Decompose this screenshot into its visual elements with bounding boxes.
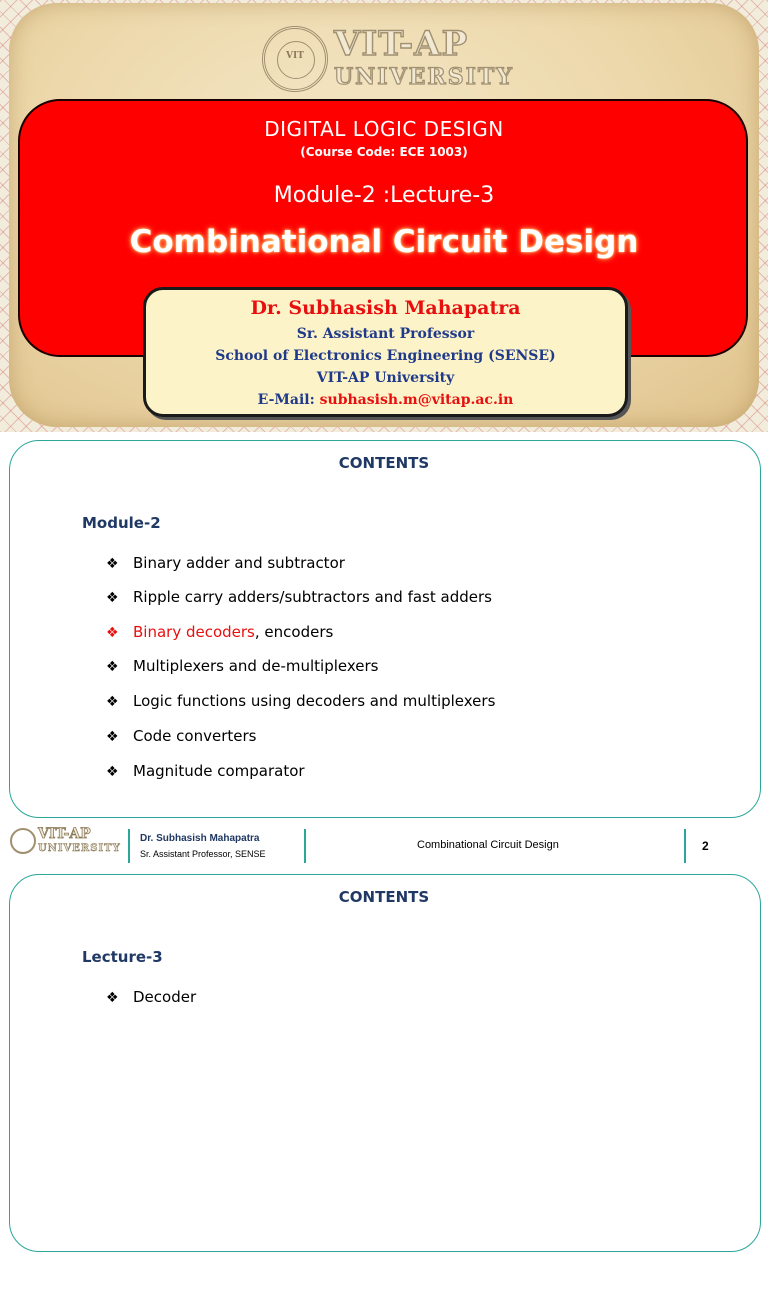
email-label: E-Mail: bbox=[257, 392, 315, 408]
email-address[interactable]: subhasish.m@vitap.ac.in bbox=[319, 392, 514, 408]
bullet-icon: ❖ bbox=[106, 764, 119, 780]
seal-icon: VIT bbox=[262, 26, 328, 92]
lecture-label: Lecture-3 bbox=[82, 948, 163, 966]
author-role: Sr. Assistant Professor bbox=[296, 326, 475, 342]
footer-course-title: Combinational Circuit Design bbox=[417, 839, 559, 851]
university-logo bbox=[262, 24, 514, 94]
title-slide bbox=[0, 0, 768, 432]
list-item-current: ❖ Binary decoders, encoders bbox=[106, 623, 334, 641]
content-frame bbox=[9, 874, 761, 1252]
bullet-icon: ❖ bbox=[106, 729, 119, 745]
module-lecture: Module-2 :Lecture-3 bbox=[273, 183, 495, 208]
contents-title: CONTENTS bbox=[338, 888, 430, 906]
bullet-icon: ❖ bbox=[106, 625, 119, 641]
list-item: ❖ Ripple carry adders/subtractors and fast adders bbox=[106, 588, 492, 606]
module-label: Module-2 bbox=[82, 514, 161, 532]
author-email-line bbox=[146, 392, 625, 408]
author-university: VIT-AP University bbox=[316, 370, 455, 386]
author-name: Dr. Subhasish Mahapatra bbox=[250, 297, 521, 319]
logo-text-line1: VIT-AP bbox=[334, 24, 469, 64]
contents-slide-2 bbox=[0, 870, 768, 1302]
list-item: ❖ Multiplexers and de-multiplexers bbox=[106, 657, 379, 675]
list-item: ❖ Code converters bbox=[106, 727, 257, 745]
contents-slide bbox=[0, 436, 768, 868]
lecture-title: Combinational Circuit Design bbox=[129, 224, 639, 260]
page-number: 2 bbox=[702, 839, 709, 853]
logo-text-line2: UNIVERSITY bbox=[334, 64, 514, 90]
list-item: ❖ Decoder bbox=[106, 988, 197, 1006]
bullet-icon: ❖ bbox=[106, 990, 119, 1006]
course-code: (Course Code: ECE 1003) bbox=[300, 145, 468, 159]
slide-footer bbox=[0, 824, 768, 864]
bullet-icon: ❖ bbox=[106, 694, 119, 710]
author-card bbox=[143, 287, 628, 417]
list-item: ❖ Magnitude comparator bbox=[106, 762, 305, 780]
footer-logo: VIT-AP UNIVERSITY bbox=[10, 826, 118, 858]
footer-divider bbox=[304, 829, 306, 863]
footer-author-role: Sr. Assistant Professor, SENSE bbox=[140, 849, 266, 859]
footer-author-name: Dr. Subhasish Mahapatra bbox=[140, 833, 260, 844]
bullet-icon: ❖ bbox=[106, 659, 119, 675]
list-item: ❖ Binary adder and subtractor bbox=[106, 554, 345, 572]
list-item: ❖ Logic functions using decoders and multiplexers bbox=[106, 692, 496, 710]
course-title: DIGITAL LOGIC DESIGN bbox=[264, 117, 504, 141]
bullet-icon: ❖ bbox=[106, 590, 119, 606]
footer-divider bbox=[128, 829, 130, 863]
current-topic: Binary decoders bbox=[133, 623, 255, 641]
seal-icon bbox=[10, 828, 36, 854]
footer-divider bbox=[684, 829, 686, 863]
bullet-icon: ❖ bbox=[106, 556, 119, 572]
contents-title: CONTENTS bbox=[338, 454, 430, 472]
author-school: School of Electronics Engineering (SENSE) bbox=[215, 348, 556, 364]
